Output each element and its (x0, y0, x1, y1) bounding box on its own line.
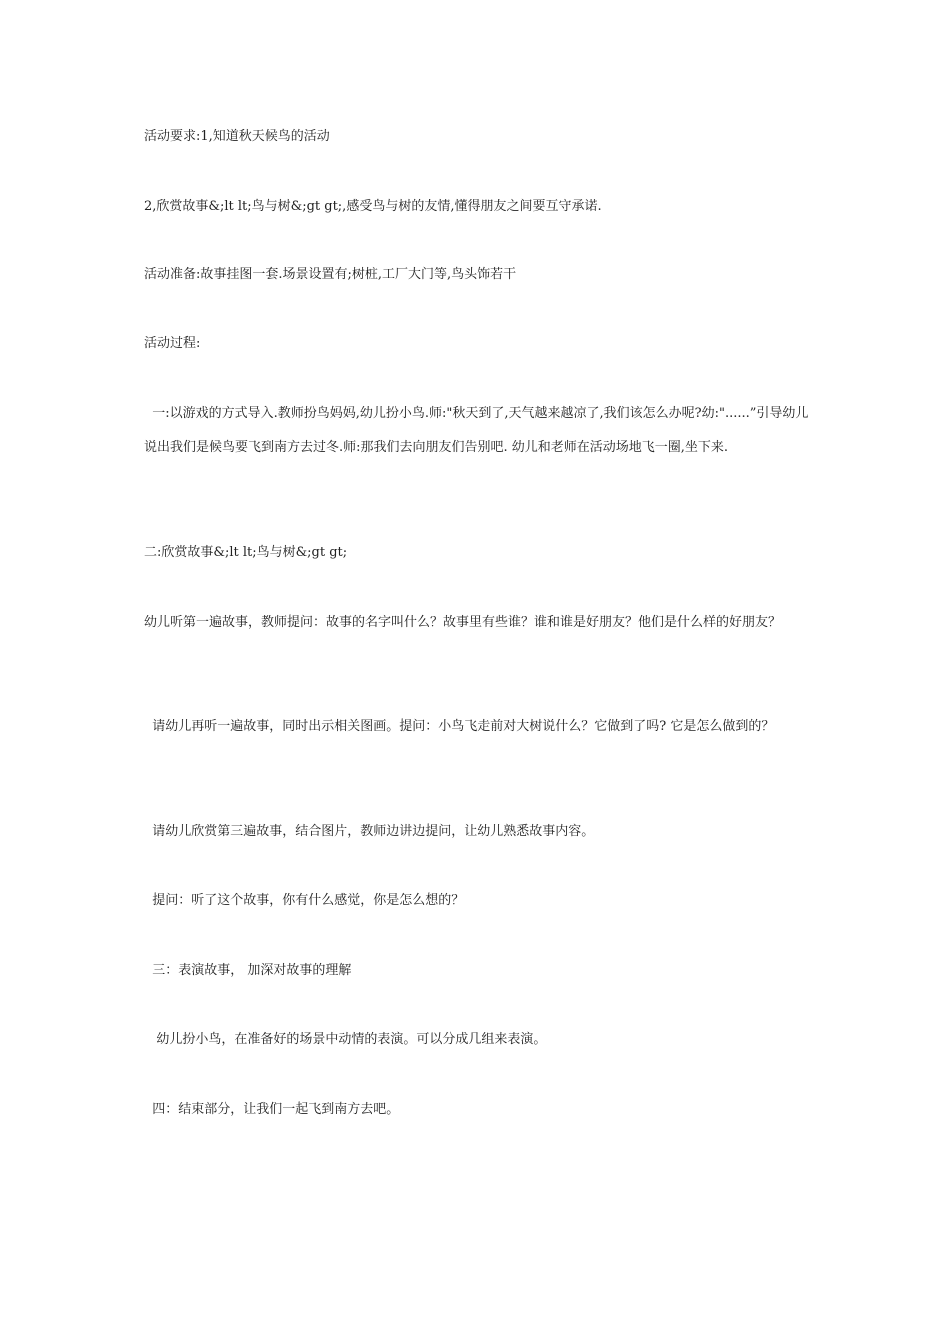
paragraph-goal-2: 2,欣赏故事&;lt lt;鸟与树&;gt gt;,感受鸟与树的友情,懂得朋友之间要互守承诺. (144, 199, 602, 214)
paragraph-preparation: 活动准备:故事挂图一套.场景设置有;树桩,工厂大门等,鸟头饰若干 (144, 267, 517, 282)
paragraph-third-listen: 请幼儿欣赏第三遍故事，结合图片，教师边讲边提问，让幼儿熟悉故事内容。 (144, 824, 595, 839)
paragraph-question: 提问：听了这个故事，你有什么感觉，你是怎么想的？ (144, 893, 465, 908)
paragraph-activity-goals: 活动要求:1,知道秋天候鸟的活动 (144, 129, 330, 144)
paragraph-step-3: 三：表演故事， 加深对故事的理解 (144, 963, 352, 978)
paragraph-process-heading: 活动过程: (144, 336, 201, 351)
paragraph-step-4: 四：结束部分，让我们一起飞到南方去吧。 (144, 1102, 400, 1117)
paragraph-performance: 幼儿扮小鸟，在准备好的场景中动情的表演。可以分成几组来表演。 (144, 1032, 547, 1047)
paragraph-step-1: 一:以游戏的方式导入.教师扮鸟妈妈,幼儿扮小鸟.师:"秋天到了,天气越来越凉了,我们该怎么办呢?幼:"......”引导幼儿说出我们是候鸟要飞到南方去过冬.师:那我们去向朋友们告别吧. 幼儿和老师在活动场地飞一圈,坐下来. (144, 406, 809, 455)
paragraph-step-2-heading: 二:欣赏故事&;lt lt;鸟与树&;gt gt; (144, 545, 348, 560)
paragraph-first-listen: 幼儿听第一遍故事，教师提问：故事的名字叫什么？故事里有些谁？谁和谁是好朋友？他们是什么样的好朋友？ (144, 615, 782, 630)
paragraph-second-listen: 请幼儿再听一遍故事，同时出示相关图画。提问：小鸟飞走前对大树说什么？它做到了吗? 它是怎么做到的？ (144, 719, 775, 734)
